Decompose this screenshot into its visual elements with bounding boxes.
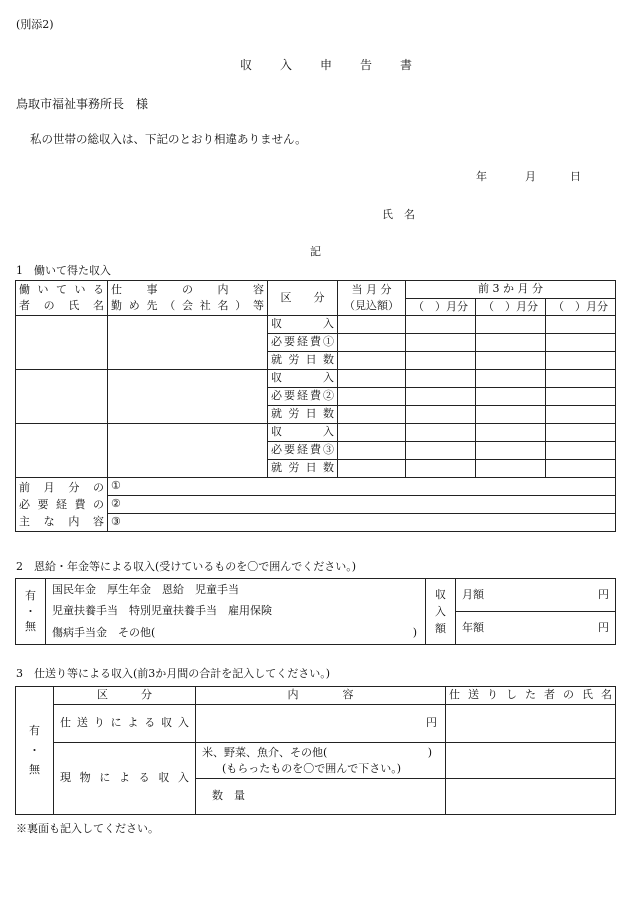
row-label: 収 入 [268,316,338,334]
worker-name-3[interactable] [16,424,108,478]
section3-title: 3 仕送り等による収入(前3か月間の合計を記入してください。) [16,667,331,680]
header-prev-3-months: 前 3 か 月 分 [406,281,616,299]
cell[interactable] [406,460,476,478]
cell[interactable] [406,316,476,334]
cell[interactable] [406,406,476,424]
row-label: 就労日数 [268,352,338,370]
cell[interactable] [406,388,476,406]
pension-line-1[interactable]: 国民年金 厚生年金 恩給 児童手当 [46,579,426,601]
cell[interactable] [546,388,616,406]
yearly-row[interactable] [456,612,615,644]
section2-title: 2 恩給・年金等による収入(受けているものを〇で囲んでください。) [16,560,357,573]
date-day-label: 日 [570,170,581,183]
cell[interactable] [406,334,476,352]
addressee: 鳥取市福祉事務所長 様 [16,97,149,111]
in-kind-sender[interactable] [446,743,616,779]
cell[interactable] [406,424,476,442]
header-job: 仕 事 の 内 容 勤め先（会社名）等 [108,281,268,316]
remittance-income-label: 仕送りによる収入 [54,705,196,743]
cell[interactable] [546,316,616,334]
cell[interactable] [476,388,546,406]
cell[interactable] [546,370,616,388]
cell[interactable] [406,442,476,460]
in-kind-content[interactable]: 米、野菜、魚介、その他( ) (もらったものを〇で囲んで下さい。) [196,743,446,779]
section1-title: 1 働いて得た収入 [16,264,111,277]
attachment-label: (別添2) [16,18,54,31]
cell[interactable] [338,388,406,406]
header-kubun: 区 分 [54,687,196,705]
cell[interactable] [546,334,616,352]
cell[interactable] [338,406,406,424]
work-income-table [15,280,616,532]
worker-name-1[interactable] [16,316,108,370]
row-label: 必要経費③ [268,442,338,460]
cell[interactable] [338,424,406,442]
date-month-label: 月 [525,170,536,183]
row-label: 収 入 [268,370,338,388]
cell[interactable] [338,352,406,370]
prev-expense-item-1[interactable]: ① [108,478,616,496]
pension-line-3[interactable]: 傷病手当金 その他( ) [46,622,426,644]
cell[interactable] [546,442,616,460]
header-worker: 働いている 者の氏名 [16,281,108,316]
cell[interactable] [406,370,476,388]
yearly-yen: 円 [598,621,609,634]
page-title: 収 入 申 告 書 [240,58,421,72]
cell[interactable] [476,460,546,478]
cell[interactable] [406,352,476,370]
row-label: 必要経費② [268,388,338,406]
cell[interactable] [476,424,546,442]
footnote: ※裏面も記入してください。 [16,822,159,835]
cell[interactable] [476,334,546,352]
cell[interactable] [476,352,546,370]
quantity-sender[interactable] [446,779,616,815]
row-label: 収 入 [268,424,338,442]
pension-line-2[interactable]: 児童扶養手当 特別児童扶養手当 雇用保険 [46,601,426,622]
job-content-1[interactable] [108,316,268,370]
monthly-row[interactable] [456,579,615,612]
cell[interactable] [546,460,616,478]
header-month-3: （ ）月分 [546,299,616,316]
job-content-2[interactable] [108,370,268,424]
prev-expense-item-3[interactable]: ③ [108,514,616,532]
cell[interactable] [546,424,616,442]
header-content: 内 容 [196,687,446,705]
header-month-2: （ ）月分 [476,299,546,316]
header-current-month: 当 月 分 （見込額） [338,281,406,316]
header-kubun: 区 分 [268,281,338,316]
cell[interactable] [338,334,406,352]
job-content-3[interactable] [108,424,268,478]
income-amounts [456,579,616,645]
pension-table [15,578,616,645]
row-label: 必要経費① [268,334,338,352]
applicant-name-label: 氏 名 [382,208,415,221]
pension-yes-no[interactable]: 有 ・ 無 [16,579,46,645]
prev-expense-item-2[interactable]: ② [108,496,616,514]
row-label: 就労日数 [268,406,338,424]
remittance-table [15,686,616,815]
remittance-sender-1[interactable] [446,705,616,743]
prev-expense-label: 前 月 分 の 必 要 経 費 の 主 な 内 容 [16,478,108,532]
ki-label: 記 [310,245,321,258]
cell[interactable] [546,406,616,424]
cell[interactable] [546,352,616,370]
row-label: 就労日数 [268,460,338,478]
date-year-label: 年 [476,170,487,183]
cell[interactable] [476,406,546,424]
monthly-label: 月額 [462,588,484,601]
cell[interactable] [476,370,546,388]
header-month-1: （ ）月分 [406,299,476,316]
in-kind-income-label: 現物による収入 [54,743,196,815]
cell[interactable] [338,370,406,388]
cell[interactable] [338,442,406,460]
remittance-yes-no[interactable]: 有 ・ 無 [16,687,54,815]
cell[interactable] [476,316,546,334]
remittance-amount[interactable]: 円 [196,705,446,743]
yearly-label: 年額 [462,621,484,634]
income-amount-label: 収 入 額 [426,579,456,645]
quantity-cell[interactable]: 数 量 [196,779,446,815]
cell[interactable] [476,442,546,460]
monthly-yen: 円 [598,588,609,601]
header-sender-name: 仕送りした者の氏名 [446,687,616,705]
cell[interactable] [338,316,406,334]
cell[interactable] [338,460,406,478]
worker-name-2[interactable] [16,370,108,424]
statement: 私の世帯の総収入は、下記のとおり相違ありません。 [30,132,307,146]
